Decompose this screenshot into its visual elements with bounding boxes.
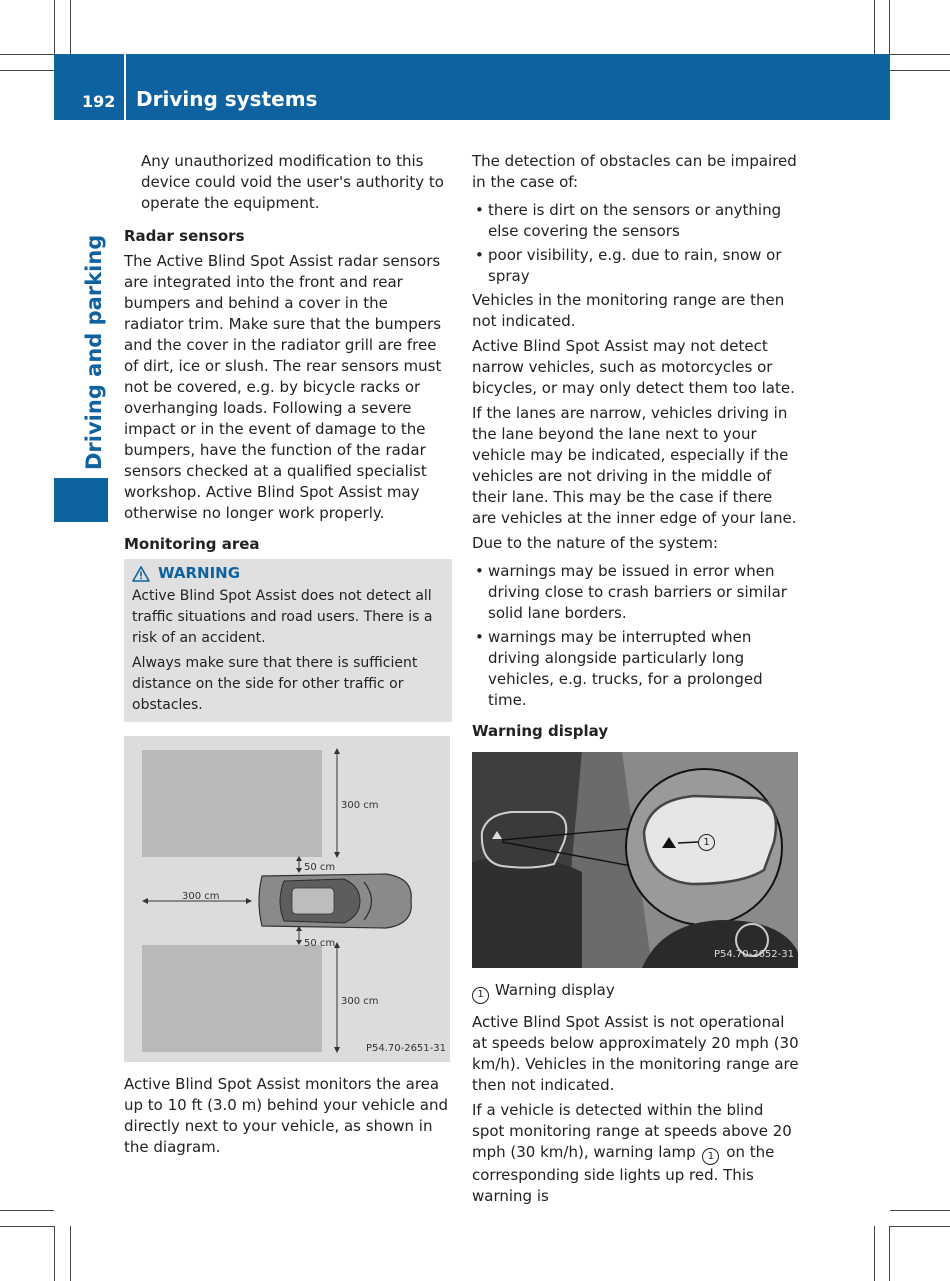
- warning-box: [124, 559, 452, 722]
- monitoring-description: Active Blind Spot Assist monitors the area up to 10 ft (3.0 m) behind your vehicle and directly next to your vehicle, as shown in the diagram.: [124, 1075, 448, 1156]
- dim-label-300-top: 300 cm: [341, 800, 379, 811]
- crop-mark: [889, 0, 890, 54]
- crop-mark: [70, 1226, 71, 1281]
- detected-text-part-2: on the corresponding side lights up red. This warning is: [472, 1142, 775, 1205]
- page-header: [54, 54, 890, 120]
- detected-text-part-1: If a vehicle is detected within the blind spot monitoring range at speeds above 20 mph (30 km/h), warning lamp: [472, 1100, 792, 1161]
- warning-lamp-number-icon: 1: [702, 1148, 719, 1165]
- dim-label-300-bottom: 300 cm: [341, 996, 379, 1007]
- crop-mark: [890, 1226, 950, 1227]
- warning-display-illustration: [472, 752, 798, 968]
- monitoring-zone-top: [142, 750, 322, 857]
- monitoring-zone-bottom: [142, 945, 322, 1052]
- monitoring-area-diagram: [124, 736, 450, 1062]
- intro-text: Any unauthorized modification to this device could void the user's authority to operate the equipment.: [141, 152, 444, 212]
- crop-mark: [54, 1226, 55, 1281]
- figure-code: P54.70-2652-31: [713, 949, 794, 960]
- crop-mark: [0, 54, 54, 55]
- right-column: [472, 151, 800, 1211]
- warning-text-2: Always make sure that there is sufficient distance on the side for other traffic or obstacles.: [132, 655, 418, 713]
- list-item: • poor visibility, e.g. due to rain, snow or spray: [472, 245, 800, 287]
- not-indicated-text: Vehicles in the monitoring range are then not indicated.: [472, 291, 785, 330]
- list-item: • there is dirt on the sensors or anything else covering the sensors: [472, 200, 800, 242]
- radar-sensors-text: The Active Blind Spot Assist radar sensors are integrated into the front and rear bumpers and behind a cover in the radiator trim. Make sure that the bumpers and the cover in the radiator grill are free of dirt, ice or slush. The rear sensors must not be covered, e.g. by bicycle racks or overhanging loads. Following a severe impact or in the event of damage to the bumpers, have the function of the radar sensors checked at a qualified specialist workshop. Active Blind Spot Assist may otherwise no longer work properly.: [124, 252, 442, 522]
- crop-mark: [54, 0, 55, 54]
- crop-mark: [889, 1226, 890, 1281]
- system-nature-list: [472, 561, 800, 711]
- header-divider: [124, 54, 126, 120]
- list-item: • warnings may be issued in error when driving close to crash barriers or similar solid lane borders.: [472, 561, 800, 624]
- warning-label: WARNING: [158, 564, 241, 582]
- crop-mark: [70, 0, 71, 54]
- figure-legend: [472, 980, 800, 1004]
- narrow-vehicles-text: Active Blind Spot Assist may not detect narrow vehicles, such as motorcycles or bicycles, or may only detect them too late.: [472, 337, 795, 397]
- car-top-view-icon: [259, 874, 411, 928]
- dim-label-300-left: 300 cm: [182, 891, 220, 902]
- crop-mark: [0, 1226, 54, 1227]
- narrow-lanes-text: If the lanes are narrow, vehicles driving in the lane beyond the lane next to your vehicle may be indicated, especially if the vehicles are not driving in the middle of their lane. This may be the case if there are vehicles at the inner edge of your lane.: [472, 404, 797, 527]
- warning-lamp-callout-icon: 1: [698, 834, 715, 851]
- dim-label-50-top: 50 cm: [304, 862, 336, 873]
- warning-text-1: Active Blind Spot Assist does not detect all traffic situations and road users. There is a risk of an accident.: [132, 588, 433, 646]
- legend-text: Warning display: [495, 981, 615, 999]
- system-nature-intro: Due to the nature of the system:: [472, 534, 719, 552]
- crop-mark: [890, 54, 950, 55]
- page-number: 192: [82, 92, 116, 111]
- crop-mark: [0, 1210, 54, 1211]
- crop-mark: [0, 70, 54, 71]
- warning-triangle-icon: [132, 566, 150, 582]
- side-tab-label: Driving and parking: [82, 234, 106, 470]
- crop-mark: [874, 0, 875, 54]
- warning-display-heading: Warning display: [472, 722, 609, 740]
- crop-mark: [874, 1226, 875, 1281]
- detection-intro: The detection of obstacles can be impaired in the case of:: [472, 152, 797, 191]
- radar-sensors-heading: Radar sensors: [124, 227, 245, 245]
- side-mirror-icon: [482, 812, 566, 868]
- legend-number-icon: 1: [472, 987, 489, 1004]
- dim-label-50-bottom: 50 cm: [304, 938, 336, 949]
- detected-vehicle-text: [472, 1100, 800, 1208]
- figure-code: P54.70-2651-31: [365, 1043, 446, 1054]
- warning-header: [132, 563, 444, 584]
- section-title: Driving systems: [136, 87, 318, 111]
- monitoring-area-heading: Monitoring area: [124, 535, 260, 553]
- crop-mark: [890, 70, 950, 71]
- side-tab-marker: [54, 478, 108, 522]
- list-item: • warnings may be interrupted when driving alongside particularly long vehicles, e.g. trucks, for a prolonged time.: [472, 627, 800, 711]
- left-column: [124, 151, 452, 1162]
- crop-mark: [890, 1210, 950, 1211]
- speed-limit-text: Active Blind Spot Assist is not operational at speeds below approximately 20 mph (30 km/h). Vehicles in the monitoring range are then not indicated.: [472, 1012, 799, 1094]
- detection-list: [472, 200, 800, 287]
